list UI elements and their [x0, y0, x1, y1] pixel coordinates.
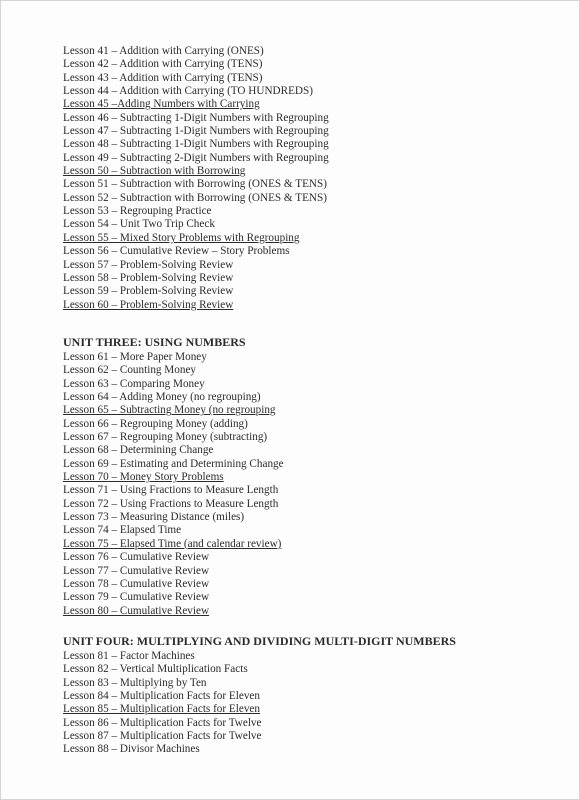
lesson-item: Lesson 70 – Money Story Problems [63, 471, 224, 484]
lesson-item: Lesson 60 – Problem-Solving Review [63, 298, 234, 311]
lesson-item: Lesson 84 – Multiplication Facts for Eleven [63, 690, 260, 703]
lesson-item: Lesson 42 – Addition with Carrying (TENS) [63, 58, 263, 71]
lesson-item: Lesson 50 – Subtraction with Borrowing [63, 165, 246, 178]
lesson-item: Lesson 58 – Problem-Solving Review [63, 271, 234, 284]
lesson-item: Lesson 80 – Cumulative Review [63, 604, 210, 617]
lesson-item: Lesson 56 – Cumulative Review – Story Problems [63, 245, 290, 258]
lesson-item: Lesson 69 – Estimating and Determining Change [63, 457, 284, 470]
lesson-item: Lesson 59 – Problem-Solving Review [63, 285, 234, 298]
lesson-item: Lesson 65 – Subtracting Money (no regrouping [63, 404, 276, 417]
lesson-item: Lesson 55 – Mixed Story Problems with Regrouping [63, 231, 300, 244]
lesson-item: Lesson 77 – Cumulative Review [63, 564, 210, 577]
lesson-item: Lesson 82 – Vertical Multiplication Facts [63, 663, 248, 676]
unit-three-lesson-list [63, 351, 284, 618]
lesson-item: Lesson 74 – Elapsed Time [63, 524, 182, 537]
lesson-item: Lesson 53 – Regrouping Practice [63, 205, 212, 218]
lesson-item: Lesson 76 – Cumulative Review [63, 551, 210, 564]
unit-four-lesson-list [63, 650, 262, 757]
lesson-item: Lesson 87 – Multiplication Facts for Twelve [63, 730, 262, 743]
lesson-item: Lesson 83 – Multiplying by Ten [63, 676, 207, 689]
lesson-item: Lesson 44 – Addition with Carrying (TO HUNDREDS) [63, 85, 313, 98]
lesson-item: Lesson 78 – Cumulative Review [63, 577, 210, 590]
lesson-item: Lesson 47 – Subtracting 1-Digit Numbers with Regrouping [63, 125, 329, 138]
lesson-item: Lesson 41 – Addition with Carrying (ONES) [63, 45, 264, 57]
section-two-lesson-list [63, 45, 329, 312]
unit-four-heading: UNIT FOUR: MULTIPLYING AND DIVIDING MULTI-DIGIT NUMBERS [63, 634, 456, 648]
lesson-item: Lesson 63 – Comparing Money [63, 377, 205, 390]
lesson-item: Lesson 49 – Subtracting 2-Digit Numbers with Regrouping [63, 151, 329, 164]
lesson-item: Lesson 52 – Subtraction with Borrowing (ONES & TENS) [63, 191, 327, 204]
lesson-item: Lesson 64 – Adding Money (no regrouping) [63, 391, 261, 404]
lesson-item: Lesson 81 – Factor Machines [63, 650, 195, 662]
lesson-item: Lesson 51 – Subtraction with Borrowing (ONES & TENS) [63, 178, 327, 191]
lesson-item: Lesson 46 – Subtracting 1-Digit Numbers with Regrouping [63, 111, 329, 124]
lesson-item: Lesson 54 – Unit Two Trip Check [63, 218, 215, 231]
lesson-item: Lesson 61 – More Paper Money [63, 351, 207, 363]
lesson-item: Lesson 86 – Multiplication Facts for Twelve [63, 716, 262, 729]
lesson-item: Lesson 85 – Multiplication Facts for Eleven [63, 703, 260, 716]
lesson-item: Lesson 75 – Elapsed Time (and calendar review) [63, 537, 282, 550]
lesson-item: Lesson 72 – Using Fractions to Measure Length [63, 497, 279, 510]
lesson-item: Lesson 71 – Using Fractions to Measure Length [63, 484, 279, 497]
lesson-item: Lesson 62 – Counting Money [63, 364, 197, 377]
lesson-item: Lesson 68 – Determining Change [63, 444, 214, 457]
lesson-item: Lesson 79 – Cumulative Review [63, 591, 210, 604]
lesson-item: Lesson 45 –Adding Numbers with Carrying [63, 98, 260, 111]
lesson-item: Lesson 48 – Subtracting 1-Digit Numbers with Regrouping [63, 138, 329, 151]
lesson-item: Lesson 67 – Regrouping Money (subtracting) [63, 431, 268, 444]
lesson-item: Lesson 66 – Regrouping Money (adding) [63, 417, 248, 430]
lesson-item: Lesson 43 – Addition with Carrying (TENS) [63, 71, 263, 84]
lesson-item: Lesson 73 – Measuring Distance (miles) [63, 511, 245, 524]
unit-three-heading: UNIT THREE: USING NUMBERS [63, 335, 246, 349]
lesson-item: Lesson 88 – Divisor Machines [63, 743, 200, 756]
lesson-item: Lesson 57 – Problem-Solving Review [63, 258, 234, 271]
